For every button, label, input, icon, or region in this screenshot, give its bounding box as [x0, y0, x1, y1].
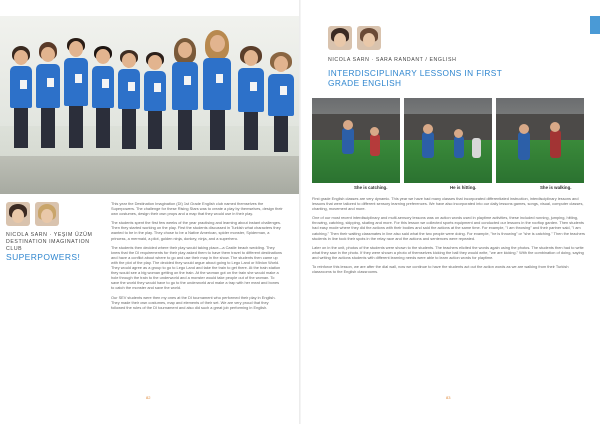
- left-paragraph: The students spent the first few weeks of the year practising and learning about instant challenges. Then they started working on the play. First the students discussed in Turkish what characters they wanted to be in the play. They chose to be a Native American, spider monster, Spiderman, a princess, a mermaid, a pilot, golden ninja, donkey, ninja, and a superhero.: [111, 220, 281, 241]
- photo-walking: [496, 98, 584, 183]
- student-figure: [8, 46, 34, 156]
- left-article-body: [111, 201, 283, 314]
- right-paragraph: First grade English classes are very dynamic. This year we have had many classes that incorporated differentiated instruction, interdisciplinary lessons and lessons that were tailored to different sensory learning preferences. We have also incorporated into our daily lessons games, songs, visual, computer classes, chanting, movement and more.: [312, 196, 584, 212]
- hero-floor: [0, 156, 300, 194]
- right-page: [300, 0, 600, 424]
- student-figure: [236, 46, 266, 156]
- student-figure: [34, 42, 62, 156]
- student-figure: [266, 52, 296, 156]
- left-page-number: 82: [146, 395, 151, 400]
- right-page-number: 83: [446, 395, 451, 400]
- right-author-byline: NICOLA SARN · SARA RANDANT / ENGLISH: [328, 57, 457, 63]
- left-paragraph: Our SEV students were then my ones at the DI tournament who performed their play in English. They made their own costumes, map and elements of their set. We are very proud that they followed the rules of the DI tournament and also did such a great job performing in English.: [111, 294, 276, 310]
- student-figure: [90, 46, 116, 156]
- hero-photo-students: [0, 16, 300, 194]
- left-author-photos: [6, 202, 59, 226]
- left-author-byline: [6, 232, 106, 253]
- avatar: [35, 202, 59, 226]
- left-paragraph: This year the Destination Imagination (DI) 1st Grade English club named themselves the Superpowers. The challenge for these Rising Stars was to create a play by themselves, design their own costumes, design their own props and a map that they would use in their play.: [111, 201, 283, 217]
- right-author-photos: [328, 26, 381, 50]
- right-corner-tab: [590, 16, 600, 34]
- avatar: [357, 26, 381, 50]
- right-paragraph: One of our most recent interdisciplinary and multi-sensory lessons was on action words used in playtime activities, these included running, jumping, hitting, throwing, catching, skipping, skating and more. For this lesson we collected sports equipment and conducted our lessons in the rooftop garden. Then students had easy mode where they did the actions with their bodies and said the actions at the same time. For example, "I am throwing" and their partner said, "I am catching." Then their waiting classmates in line also said what the two people were doing. For example, "he is throwing" or "she is catching." Then the teachers students in line took their spots in the relay race and the actions and sentences were repeated.: [312, 215, 585, 241]
- activity-photos: [312, 98, 584, 183]
- caption-walking: She is walking.: [540, 185, 572, 190]
- caption-catching: She is catching.: [354, 185, 388, 190]
- avatar: [328, 26, 352, 50]
- photo-catching: [312, 98, 400, 183]
- student-figure: [200, 30, 234, 156]
- right-article-title: INTERDISCIPLINARY LESSONS IN FIRST GRADE ENGLISH: [328, 68, 503, 88]
- student-figure: [62, 38, 90, 156]
- student-figure: [116, 50, 142, 156]
- left-article-title: SUPERPOWERS!: [6, 252, 81, 262]
- student-figure: [170, 38, 200, 156]
- right-paragraph: Later on in the unit, photos of the students were shown to the students. The teachers elicited the words again using the photos. The students then had to write what they saw in the photo. If they were shown a photo of themselves kicking the ball they would write, "we are kicking." With the combination of doing, saying and writing the actions students with different learning needs were able to learn action words for playtime.: [312, 244, 584, 260]
- student-figure: [142, 52, 168, 156]
- left-author-club: DESTINATION IMAGINATION CLUB: [6, 239, 90, 252]
- left-paragraph: The students then decided where their play would taking place—a Castle beach wedding. They knew that the DI requirements for their play asked them to have them travel to different destinations and have a conflict about where to go and use their map in the show. The students then came up with the plot of the play. The decided they would argue about going to Lego Land or Minion World. They would agree as a group to go to Lego Land and take the train to get there. At the train station they would see a big woman getting on the train. At the woman got on the train she would make a hole through the train to the underworld and a monster would take people out of the woman. To save the world they would have to go to the underworld and make a trap with her meat and bones to catch the monster and save the world.: [111, 244, 282, 291]
- caption-hitting: He is hitting.: [450, 185, 477, 190]
- avatar: [6, 202, 30, 226]
- right-article-body: [312, 196, 586, 278]
- left-author-names: NICOLA SARN · YEŞIM ÜZÜM: [6, 232, 93, 238]
- right-paragraph: To reinforce this lesson, we are after the dial wall, now we continue to have the students act out the action words as we are walking from their Turkish classrooms to the English classrooms.: [312, 264, 569, 275]
- photo-hitting: [404, 98, 492, 183]
